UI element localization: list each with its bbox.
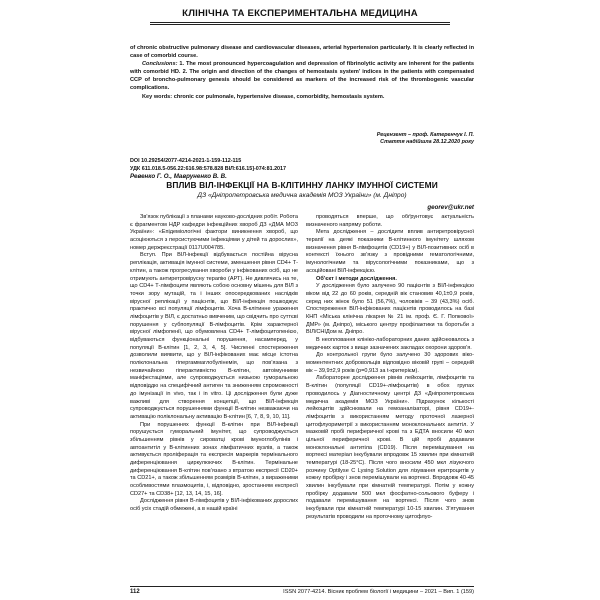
conclusions-label: Conclusions: — [142, 61, 178, 68]
received-date: Стаття надійшла 28.12.2020 року — [380, 139, 474, 146]
paragraph: До контрольної групи було залучено 30 здорових віко-моментентних добровольців відповідно віковій групі – середній вік – 39,9±2,9 років (p=0,913 за t-критерієм). — [306, 352, 474, 374]
article-meta — [130, 158, 474, 181]
affiliation: ДЗ «Дніпропетровська медична академія МОЗ України» (м. Дніпро) — [197, 192, 407, 199]
header-rule-double — [150, 24, 450, 25]
reviewer-block — [300, 132, 474, 147]
paragraph: У дослідження було залучено 90 пацієнтів з ВІЛ-інфекцією віком від 22 до 60 років, середній вік становив 40,1±0,9 років, серед них жінок було 51 (56,7%), чоловіків – 39 (43,3%) осіб. Спостереження ВІЛ-інфікованих пацієнтів проводилось на базі КНП «Міська клінічна лікарня № 21 ім. проф. Є. Г. Попкової» ДМР» (м. Дніпро), міського центру профілактики та боротьби з ВІЛ/СНІДом м. Дніпро. — [306, 283, 474, 336]
paragraph: При порушеннях функції В-клітин при ВІЛ-інфекції порушується гуморальний імунітет, що супроводжується збільшенням рівнів у сироватці крові імуноглобулінів і автоантитіл у В-клітинних зонах лімфатичних вузлів, а також активується проліферація та експресія маркерів термінального диференціювання циркулюючих В-клітин. Термінальне диференціювання В-клітин пов’язано з втратою експресії CD20+ та CD21+, а також збільшенням розмірів В-клітин, з вираженими особливостями плазмоцитів, і, відповідно, зростанням експресії CD27+ та CD38+ [12, 13, 14, 15, 16]. — [130, 421, 298, 497]
footer-rule — [130, 586, 474, 587]
paragraph: Мета дослідження – дослідити вплив антиретровірусної терапії на деякі показники В-клітинного імунітету шляхом визначення рівня В-лімфоцитів (CD19+) у ВІЛ-позитивних осіб в контексті їхнього зв’язку з провідними гематологічними, імунологічними та вірусологічними показниками, що з асоційовані ВІЛ-інфекцією. — [306, 229, 474, 274]
authors: Ревенко Г. О., Мавруненко В. В. — [130, 173, 227, 181]
reviewer-name: Рецензент – проф. Катеренчук І. П. — [376, 132, 474, 138]
english-abstract — [130, 44, 474, 101]
abstract-keywords: Key words: chronic cor pulmonale, hypertensive disease, comorbidity, hemostasis system. — [142, 93, 385, 100]
paragraph: Дослідження рівня В-лімфоцитів у ВІЛ-інфікованих дорослих осіб усіх стадій обмежені, а в нашій країні — [130, 498, 298, 513]
conclusions-text: 1. The most pronounced hypercoagulation and depression of fibrinolytic activity are inherent for the patients with comorbid HD. 2. The origin and direction of the changes of hemostasis system’ indices in the patients with compensated CCP of broncho-pulmonary genesis should be considered as markers of the increased risk of the thrombogenic vascular complications. — [130, 61, 474, 92]
paragraph: Зв’язок публікації з планами науково-дослідних робіт. Робота є фрагментом НДР кафедри інфекційних хвороб ДЗ «ДМА МОЗ України»: «Епідеміологічні фактори виникнення хвороб, що асоціюються з персистуючими інфекціями у дітей та дорослих», номер держреєстрації 0117U004785. — [130, 214, 298, 251]
author-email: georev@ukr.net — [427, 204, 474, 211]
abstract-paragraph: of chronic obstructive pulmonary disease and cardiovascular diseases, arterial hypertension particularly. It is clearly reflected in case of comorbid course. — [130, 45, 474, 60]
paragraph: Лабораторне дослідження рівнів лейкоцитів, лімфоцитів та В-клітин (популяції CD19+-лімфоцитів) в обох групах проводилось у Діагностичному центрі ДЗ «Дніпропетровська медична академія МОЗ України». Підрахунок кількості лейкоцитів здійснювали на гемоаналізаторі, рівня CD19+-лімфоцитів з використанням методу проточної лазерної цитофлуориметрії з використанням моноклональних антитіл. У мазковій пробі периферичної крові та з ЕДТА вносили 40 мкл цільної периферичної крові. В цій пробі додавали моноклональні антитіла (CD19). Після перемішування на вортексі матеріал інкубували впродовж 15 хвилин при кімнатній температурі (18-25°С). Після чого вносили 450 мкл лізуючого розчину Optilyse C Lysing Solution для лізування еритроцитів у кожну пробірку і знов перемішували на вортексі. Впродовж 40-45 хвилин інкубували при кімнатній температурі. Потім у кожну пробірку додавали 500 мкл фосфатно-сольового буферу і подавали перемішування на вортексі. Після чого знов інкубували при кімнатній температурі 10-15 хвилин. З’ятування результатів проводили на проточному цитофлуо- — [306, 375, 474, 520]
udc: УДК 611.018.5-056.22:616.98:578.828 ВІЛ:616.15]-074:81.2017 — [130, 165, 287, 172]
body-column-right — [306, 214, 474, 588]
paragraph: В неопловання клініко-лабораторних даних здійснювалось з медичних карток з вище зазначених закладах охорони здоров’я. — [306, 337, 474, 351]
page-number: 112 — [130, 589, 140, 595]
section-heading: Об’єкт і методи дослідження. — [316, 275, 397, 282]
doi: DOI 10.29254/2077-4214-2021-1-159-112-115 — [130, 158, 242, 164]
header-rule — [150, 22, 450, 23]
abstract-conclusions — [130, 60, 474, 92]
running-header: КЛІНІЧНА ТА ЕКСПЕРИМЕНТАЛЬНА МЕДИЦИНА — [182, 8, 418, 19]
body-column-left — [130, 214, 298, 588]
article-title: ВПЛИВ ВІЛ-ІНФЕКЦІЇ НА В-КЛІТИННУ ЛАНКУ ІМУННОЇ СИСТЕМИ — [166, 180, 438, 190]
journal-citation: ISSN 2077-4214. Вісник проблем біології і медицини – 2021 – Вип. 1 (159) — [283, 589, 474, 595]
paragraph: Вступ. При ВІЛ-інфекції відбувається постійна вірусна реплікація, активація імунної системи, зменшення рівня CD4+ Т-клітин, а також прогресування хвороби у інфікованих осіб, що не отримують антиретровірусну терапію (АРТ). Не дивлячись на те, що CD4+ Т-лімфоцити являють собою основну мішень для ВІЛ з точки зору мутацій, та і інших опосередкованих наслідків вірусної реплікації у пацієнтів, що ВІЛ-інфекція пошкоджує практично всі популяції лімфоцитів. Хоча В-клітинне ураження лімфоцитів у ВІЛ, є достатньо вивченим, що свідчить про суттєві порушення у субпопуляції В-лімфоцитів. Крім характерної вірусної лімфопенії, що обумовлена CD4+ Т-лімфоцитопенією, відбуваються функціональні порушення, насамперед, у популяції В-клітин [1, 2, 3, 4, 5]. Численні спостереження дозволили виявити, що у ВІЛ-інфікованих має місце істотна поліклональна гіпергаммаглобулінемія, що пов’язана з незвичайною гіперактивністю В-клітин, автоімунними маніфестаціями, але супроводжується низькою гуморальною відповіддю на специфічний антиген та зниженням спроможності до імунізації in vivo, так і in vitro. Ці дослідження були дуже важливі для створення концепції, що ВІЛ-інфекція супроводжується порушеннями функції В-клітин незважаючи на активацію поліклональну активацію В-клітин [6, 7, 8, 9, 10, 11]. — [130, 252, 298, 420]
paragraph: проводяться вперше, що обґрунтовує актуальність визначеного напряму роботи. — [306, 214, 474, 228]
